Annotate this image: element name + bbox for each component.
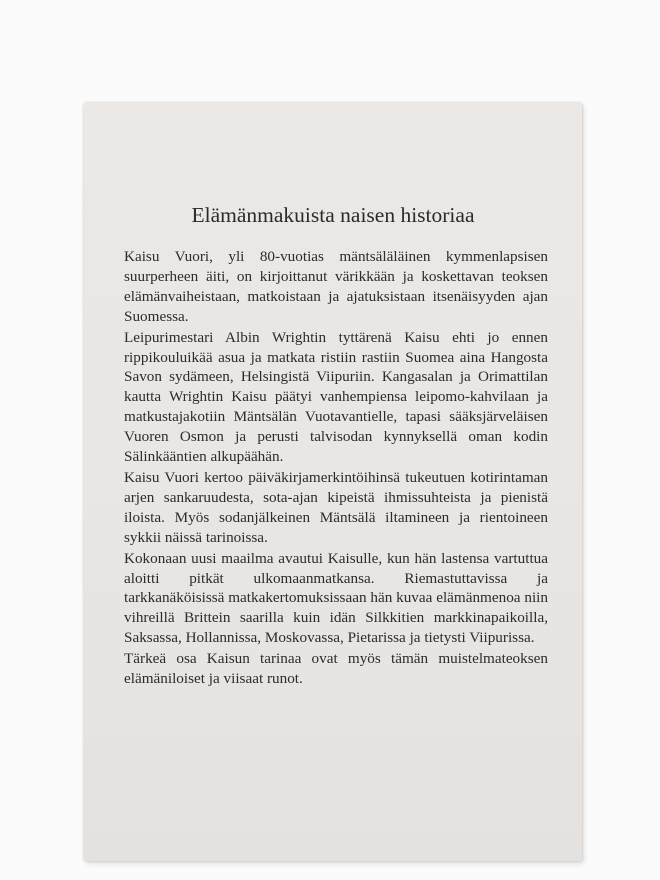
blurb-paragraph-3: Kaisu Vuori kertoo päiväkirjamerkintöihinsä tukeutuen kotirintaman arjen sankaruudesta, sota-ajan kipeistä ihmissuhteista ja pienistä iloista. Myös sodanjälkeinen Mäntsälä iltamineen ja rientoineen sykkii näissä tarinoissa.: [124, 468, 548, 546]
blurb-text: [124, 247, 548, 690]
blurb-paragraph-2: Leipurimestari Albin Wrightin tyttärenä Kaisu ehti jo ennen rippikouluikää asua ja matkata ristiin rastiin Suomea aina Hangosta Savon sydämeen, Helsingistä Viipuriin. Kangasalan ja Orimattilan kautta Wrightin Kaisu päätyi vanhempiensa leipomo-kahvilaan ja matkustajakotiin Mäntsälän Vuotavantielle, tapasi sääksjärveläisen Vuoren Osmon ja perusti talvisodan kynnyksellä oman kodin Sälinkääntien alkupäähän.: [124, 328, 548, 466]
blurb-paragraph-4: Kokonaan uusi maailma avautui Kaisulle, kun hän lastensa vartuttua aloitti pitkät ulkomaanmatkansa. Riemastuttavissa ja tarkkanäköisissä matkakertomuksissaan hän kuvaa elämänmenoa niin vihreillä Brittein saarilla kuin idän Silkkitien markkinapaikoilla, Saksassa, Hollannissa, Moskovassa, Pietarissa ja tietysti Viipurissa.: [124, 549, 548, 647]
cover-title: Elämänmakuista naisen historiaa: [191, 203, 475, 227]
blurb-paragraph-5: Tärkeä osa Kaisun tarinaa ovat myös tämän muistelmateoksen elämäniloiset ja viisaat runot.: [124, 650, 548, 688]
blurb-paragraph-1: Kaisu Vuori, yli 80-vuotias mäntsäläläinen kymmenlapsisen suurperheen äiti, on kirjoittanut värikkään ja koskettavan teoksen elämänvaiheistaan, matkoistaan ja ajatuksistaan itsenäisyyden ajan Suomessa.: [124, 248, 548, 325]
book-back-cover: [84, 103, 582, 861]
